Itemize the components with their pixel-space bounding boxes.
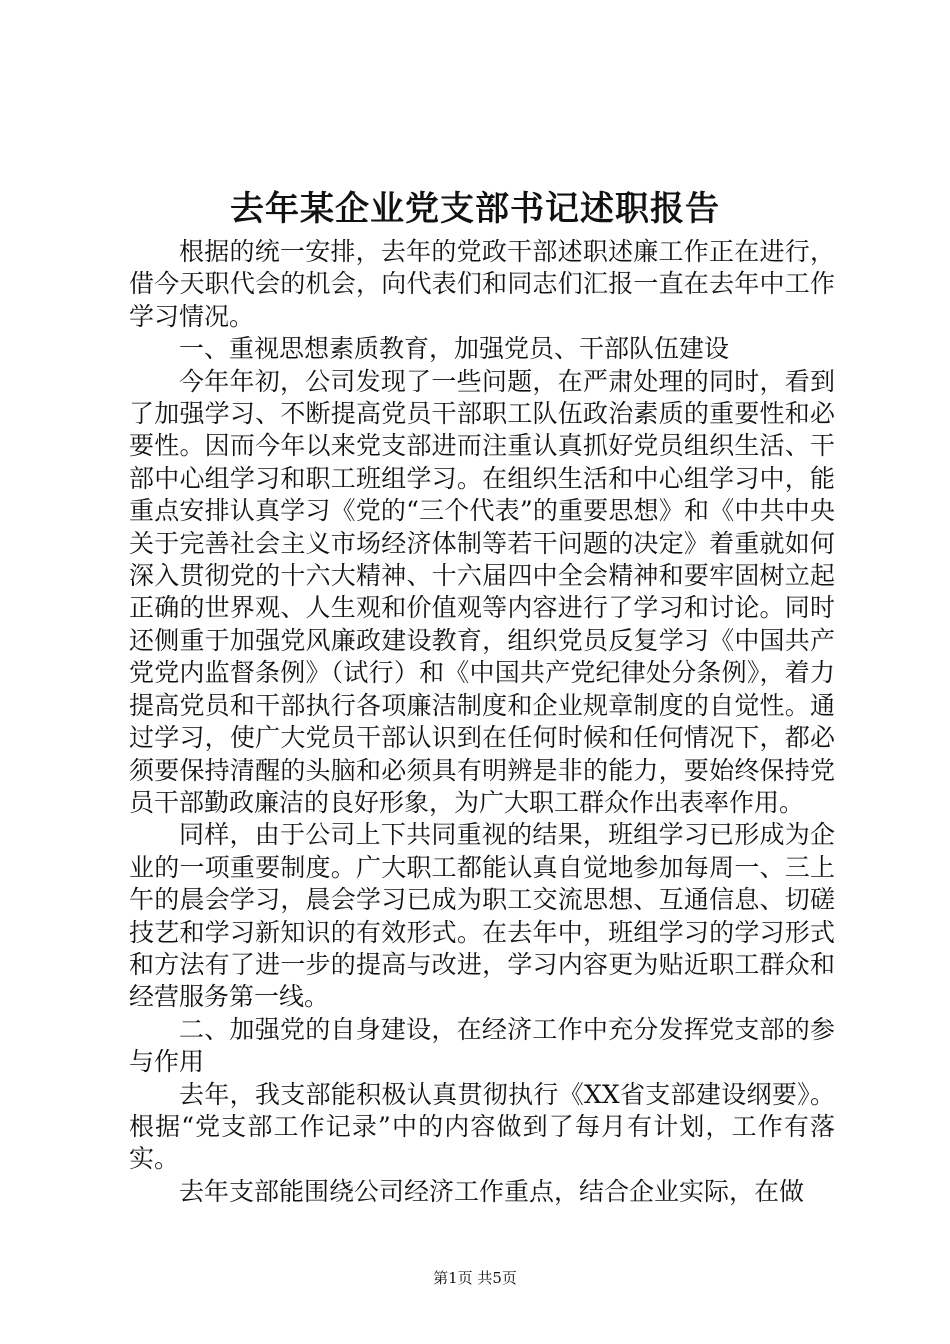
section-heading-2: 二、加强党的自身建设，在经济工作中充分发挥党支部的参与作用 (129, 1014, 835, 1077)
document-title: 去年某企业党支部书记述职报告 (230, 189, 720, 229)
document-body (129, 236, 835, 1208)
section-heading-1: 一、重视思想素质教育，加强党员、干部队伍建设 (179, 334, 730, 364)
page-number-footer: 第1页 共5页 (433, 1269, 517, 1287)
paragraph-study: 今年年初，公司发现了一些问题，在严肃处理的同时，看到了加强学习、不断提高党员干部职工队伍政治素质的重要性和必要性。因而今年以来党支部进而注重认真抓好党员组织生活、干部中心组学习和职工班组学习。在组织生活和中心组学习中，能重点安排认真学习《党的“三个代表”的重要思想》和《中共中央关于完善社会主义市场经济体制等若干问题的决定》着重就如何深入贯彻党的十六大精神、十六届四中全会精神和要牢固树立起正确的世界观、人生观和价值观等内容进行了学习和讨论。同时还侧重于加强党风廉政建设教育，组织党员反复学习《中国共产党党内监督条例》（试行）和《中国共产党纪律处分条例》，着力提高党员和干部执行各项廉洁制度和企业规章制度的自觉性。通过学习，使广大党员干部认识到在任何时候和任何情况下，都必须要保持清醒的头脑和必须具有明辨是非的能力，要始终保持党员干部勤政廉洁的良好形象，为广大职工群众作出表率作用。 (129, 366, 835, 817)
paragraph-intro: 根据的统一安排，去年的党政干部述职述廉工作正在进行，借今天职代会的机会，向代表们和同志们汇报一直在去年中工作学习情况。 (129, 237, 835, 331)
paragraph-economic-work: 去年支部能围绕公司经济工作重点，结合企业实际，在做 (179, 1176, 805, 1206)
paragraph-branch-building: 去年，我支部能积极认真贯彻执行《XX省支部建设纲要》。根据“党支部工作记录”中的内容做到了每月有计划，工作有落实。 (129, 1079, 835, 1174)
paragraph-team-study: 同样，由于公司上下共同重视的结果，班组学习已形成为企业的一项重要制度。广大职工都能认真自觉地参加每周一、三上午的晨会学习，晨会学习已成为职工交流思想、互通信息、切磋技艺和学习新知识的有效形式。在去年中，班组学习的学习形式和方法有了进一步的提高与改进，学习内容更为贴近职工群众和经营服务第一线。 (129, 820, 835, 1012)
